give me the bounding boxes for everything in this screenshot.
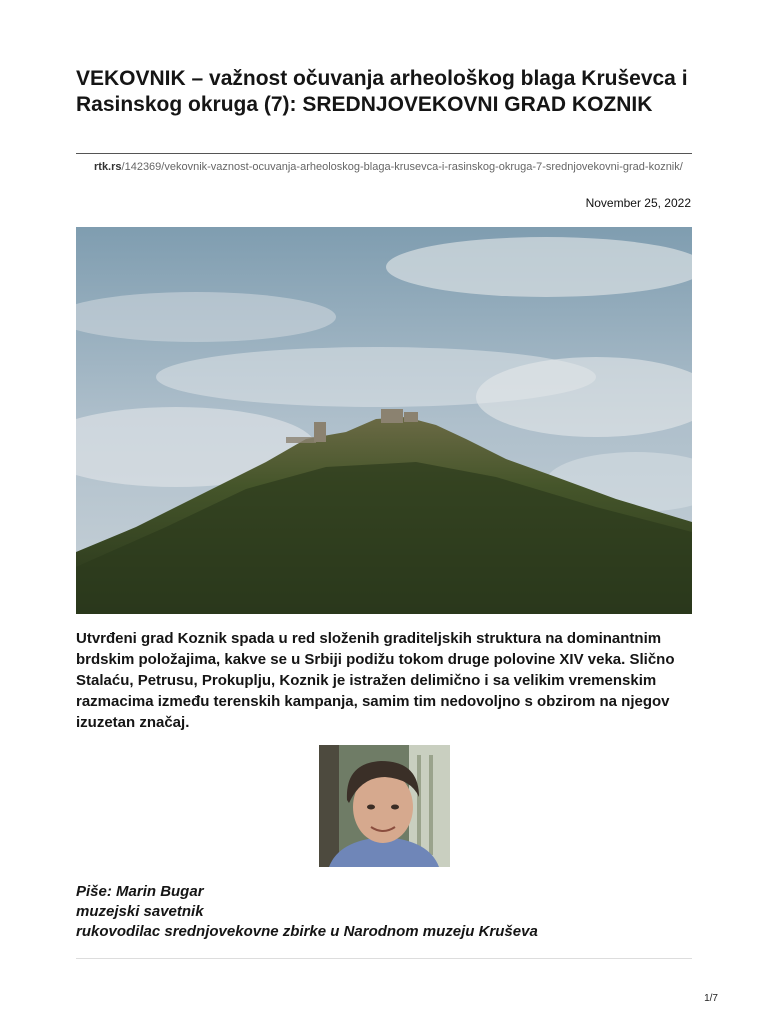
hero-photo-koznik-fortress xyxy=(76,227,692,614)
author-name: Piše: Marin Bugar xyxy=(76,883,204,900)
article-title: VEKOVNIK – važnost očuvanja arheološkog blaga Kruševca i Rasinskog okruga (7): SREDNJOVEKOVNI GRAD KOZNIK xyxy=(76,67,688,116)
source-url[interactable] xyxy=(76,160,690,175)
title-divider xyxy=(76,153,692,154)
publish-date: November 25, 2022 xyxy=(585,196,691,210)
author-position: rukovodilac srednjovekovne zbirke u Narodnom muzeju Kruševa xyxy=(76,923,538,940)
source-path[interactable]: /142369/vekovnik-vaznost-ocuvanja-arheoloskog-blaga-krusevca-i-rasinskog-okruga-7-srednjovekovni-grad-koznik/ xyxy=(121,161,683,173)
bottom-divider xyxy=(76,958,692,959)
page-indicator: 1/7 xyxy=(704,993,718,1004)
source-host[interactable]: rtk.rs xyxy=(94,161,122,173)
author-credit xyxy=(76,882,676,942)
author-role: muzejski savetnik xyxy=(76,903,204,920)
author-portrait xyxy=(319,745,450,867)
intro-paragraph: Utvrđeni grad Koznik spada u red složenih graditeljskih struktura na dominantnim brdskim položajima, kakve se u Srbiji podižu tokom druge polovine XIV veka. Slično Stalaću, Petrusu, Prokuplju, Koznik je istražen delimično i sa velikim vremenskim razmacima između terenskih kampanja, samim tim nedovoljno s obzirom na njegov izuzetan značaj. xyxy=(76,630,675,731)
